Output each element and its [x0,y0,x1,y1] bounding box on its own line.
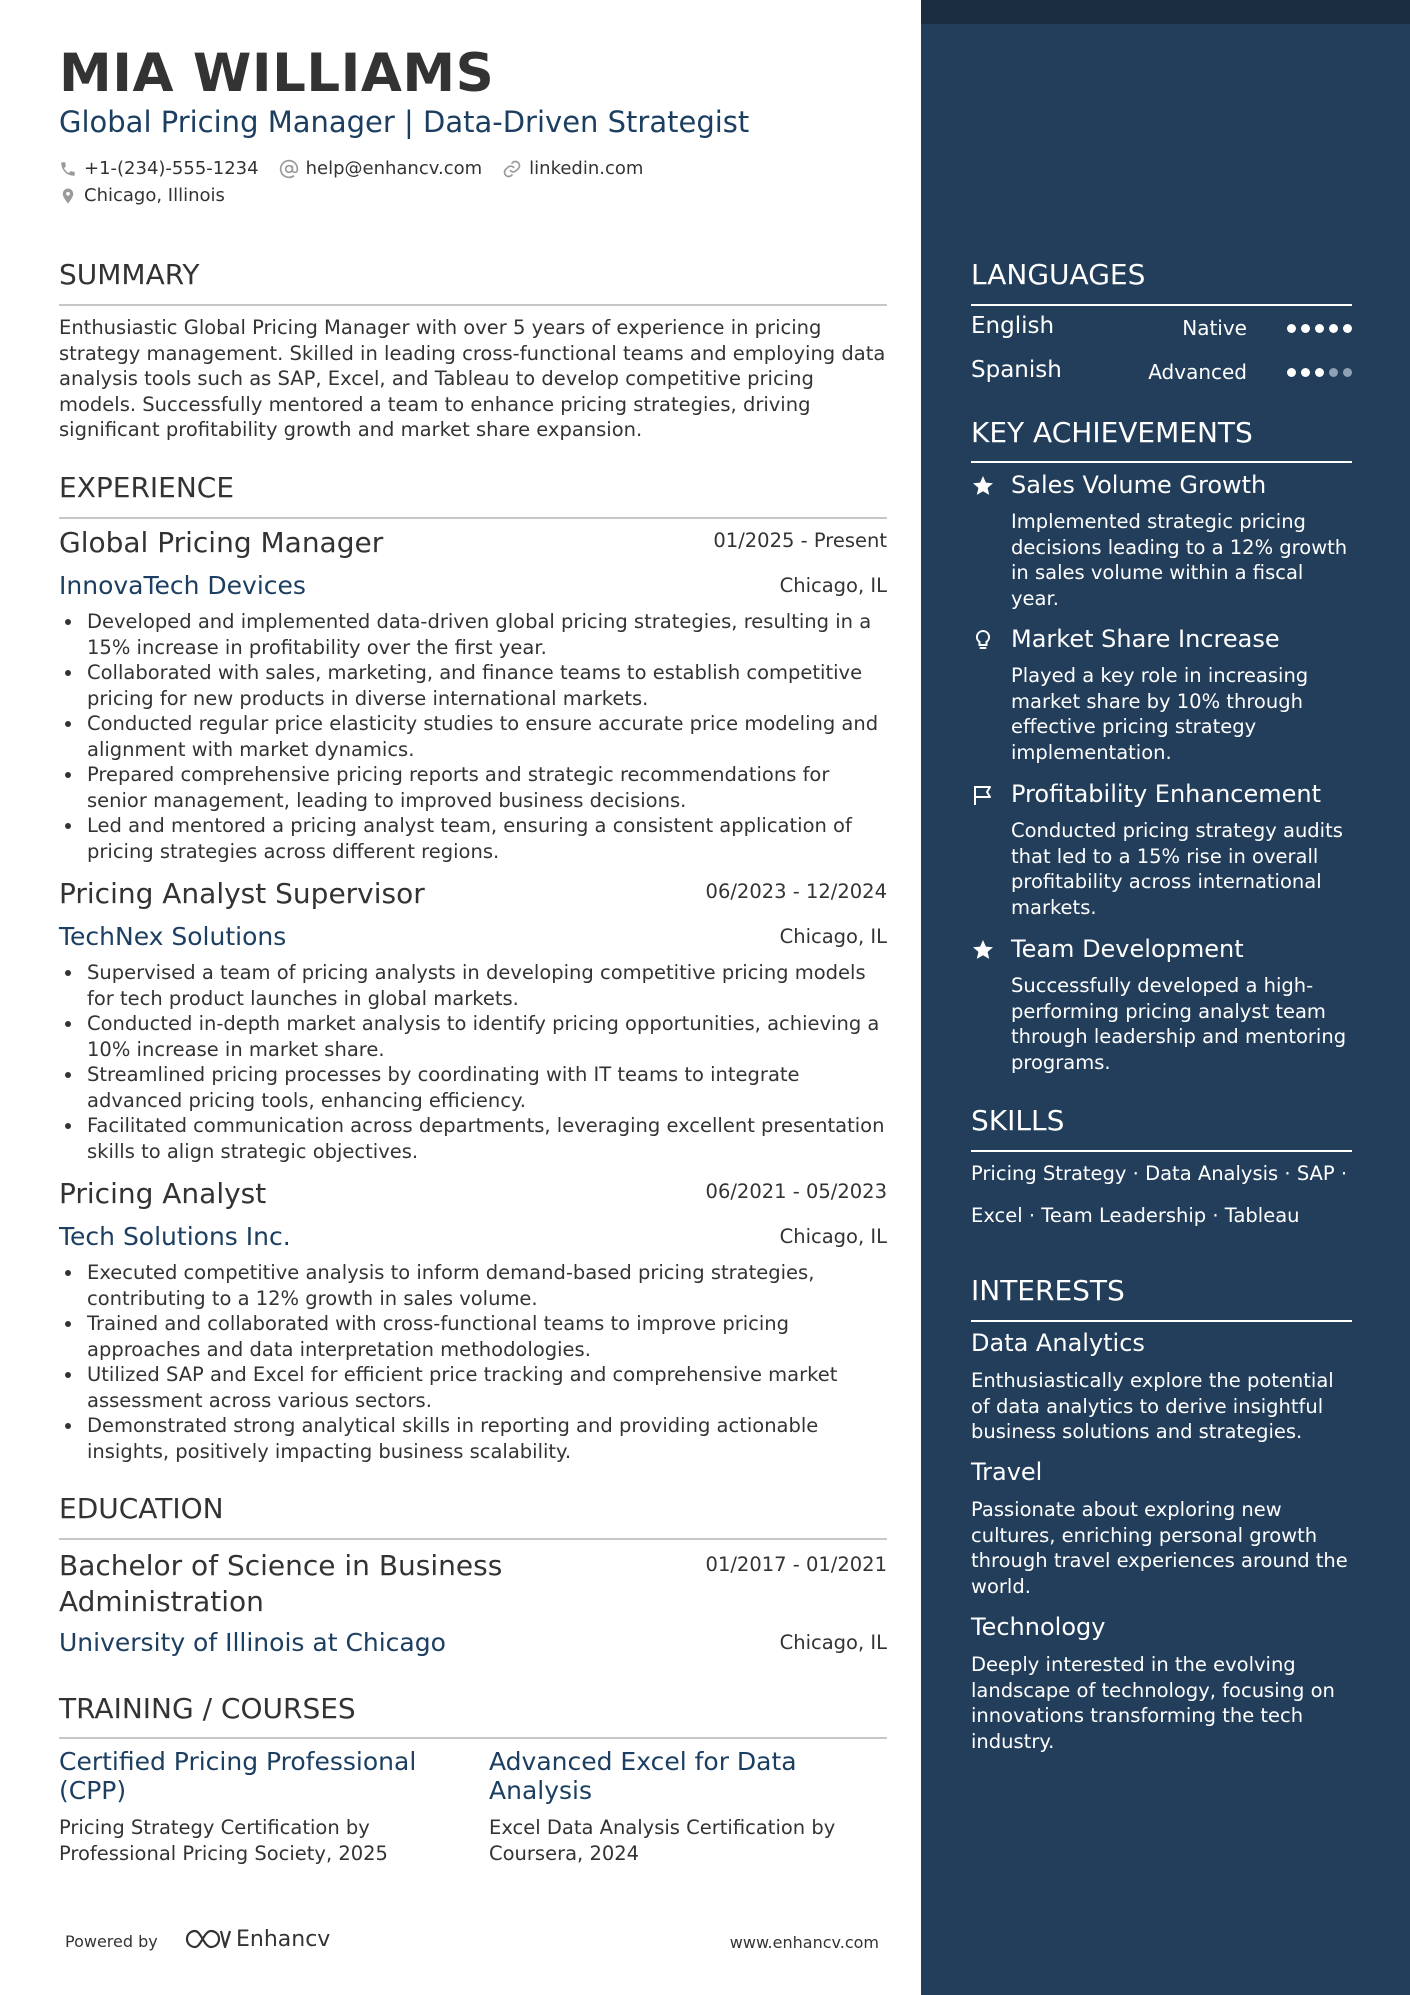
achievement-desc: Implemented strategic pricing decisions leading to a 12% growth in sales volume within a fiscal year. [1011,510,1348,610]
proficiency-dot-filled [1301,368,1310,377]
job-location: Chicago, IL [779,1225,887,1248]
location-text: Chicago, Illinois [84,185,225,206]
contact-email[interactable] [279,158,483,179]
training-divider [59,1737,887,1739]
job-company: TechNex Solutions [59,922,287,951]
job-bullets [59,1260,887,1464]
language-dots [1287,368,1352,377]
job-title: Global Pricing Manager [59,526,384,559]
achievement-desc: Played a key role in increasing market share by 10% through effective pricing strategy implementation. [1011,664,1309,764]
skill-separator: · [1334,1162,1348,1185]
education-school: University of Illinois at Chicago [59,1628,446,1657]
sidebar [921,0,1410,1995]
job-company: InnovaTech Devices [59,571,306,600]
job-bullet: Conducted regular price elasticity studies to ensure accurate price modeling and alignment with market dynamics. [87,711,887,762]
star-icon [971,938,995,962]
proficiency-dot-filled [1287,368,1296,377]
lightbulb-icon [971,628,995,652]
course-name: Advanced Excel for Data Analysis [489,1747,797,1805]
location-pin-icon [59,186,77,206]
interest-title: Travel [971,1458,1043,1486]
education-degree: Bachelor of Science in Business Administration [59,1549,503,1618]
language-name: English [971,313,1055,339]
training-heading: TRAINING / COURSES [59,1692,356,1725]
link-icon [502,159,522,179]
job-bullet: Utilized SAP and Excel for efficient price tracking and comprehensive market assessment across various sectors. [87,1362,887,1413]
interests-divider [971,1320,1352,1322]
education-heading: EDUCATION [59,1492,224,1525]
summary-divider [59,304,887,306]
experience-heading: EXPERIENCE [59,471,235,504]
achievement-desc: Successfully developed a high-performing pricing analyst team through leadership and mentoring programs. [1011,974,1347,1074]
job-bullets [59,609,887,864]
contact-linkedin[interactable] [502,158,643,179]
interest-title: Technology [971,1613,1106,1641]
experience-divider [59,517,887,519]
proficiency-dot-empty [1329,368,1338,377]
sidebar-topbar [921,0,1410,24]
linkedin-text: linkedin.com [529,158,644,179]
candidate-name: MIA WILLIAMS [59,43,495,104]
job-title: Pricing Analyst Supervisor [59,877,425,910]
job-bullet: Conducted in-depth market analysis to identify pricing opportunities, achieving a 10% increase in market share. [87,1011,887,1062]
email-text: help@enhancv.com [305,158,483,179]
proficiency-dot-filled [1343,324,1352,333]
skill-separator: · [1126,1162,1146,1185]
language-dots [1287,324,1352,333]
job-bullet: Trained and collaborated with cross-functional teams to improve pricing approaches and data interpretation methodologies. [87,1311,887,1362]
skill-item: Tableau [1224,1204,1300,1227]
skill-separator: · [1206,1204,1225,1227]
phone-icon [59,160,77,178]
contact-location [59,185,225,206]
proficiency-dot-filled [1315,368,1324,377]
skill-item: Excel [971,1204,1023,1227]
achievement-title: Market Share Increase [1011,625,1280,653]
achievement-desc: Conducted pricing strategy audits that led to a 15% rise in overall profitability across international markets. [1011,819,1343,919]
proficiency-dot-filled [1287,324,1296,333]
course-item [489,1747,889,1867]
job-bullet: Prepared comprehensive pricing reports and strategic recommendations for senior management, leading to improved business decisions. [87,762,887,813]
interest-title: Data Analytics [971,1329,1145,1357]
job-dates: 06/2023 - 12/2024 [705,880,887,903]
skills-heading: SKILLS [971,1104,1065,1137]
achievement-title: Sales Volume Growth [1011,471,1267,499]
achievement-title: Team Development [1011,935,1244,963]
education-divider [59,1538,887,1540]
education-dates: 01/2017 - 01/2021 [705,1553,887,1576]
job-bullet: Executed competitive analysis to inform demand-based pricing strategies, contributing to a 12% growth in sales volume. [87,1260,887,1311]
job-company: Tech Solutions Inc. [59,1222,291,1251]
interest-desc: Enthusiastically explore the potential of data analytics to derive insightful business solutions and strategies. [971,1369,1334,1443]
skill-separator: · [1278,1162,1297,1185]
footer-brand[interactable] [184,1926,330,1952]
education-location: Chicago, IL [779,1631,887,1654]
skills-divider [971,1150,1352,1152]
interests-heading: INTERESTS [971,1274,1125,1307]
skills-list [971,1153,1352,1237]
course-item [59,1747,459,1867]
interest-desc: Deeply interested in the evolving landscape of technology, focusing on innovations transforming the tech industry. [971,1653,1335,1753]
contact-phone[interactable] [59,158,259,179]
languages-divider [971,304,1352,306]
job-bullet: Supervised a team of pricing analysts in developing competitive pricing models for tech product launches in global markets. [87,960,887,1011]
enhancv-logo-icon [184,1926,232,1952]
achievement-title: Profitability Enhancement [1011,780,1322,808]
skill-item: SAP [1296,1162,1335,1185]
course-desc: Excel Data Analysis Certification by Coursera, 2024 [489,1816,836,1865]
summary-text: Enthusiastic Global Pricing Manager with over 5 years of experience in pricing strategy management. Skilled in leading cross-functional teams and employing data analysis tools such as SAP, Excel, and Tableau to develop competitive pricing models. Successfully mentored a team to enhance pricing strategies, driving significant profitability growth and market share expansion. [59,316,886,441]
job-bullet: Streamlined pricing processes by coordinating with IT teams to integrate advanced pricing tools, enhancing efficiency. [87,1062,887,1113]
interest-desc: Passionate about exploring new cultures, enriching personal growth through travel experiences around the world. [971,1498,1348,1598]
candidate-title: Global Pricing Manager | Data-Driven Strategist [59,105,750,139]
achievements-heading: KEY ACHIEVEMENTS [971,416,1253,449]
language-name: Spanish [971,357,1062,383]
language-level: Native [1182,316,1247,340]
course-desc: Pricing Strategy Certification by Professional Pricing Society, 2025 [59,1816,388,1865]
job-dates: 06/2021 - 05/2023 [705,1180,887,1203]
skill-item: Data Analysis [1145,1162,1279,1185]
job-bullet: Collaborated with sales, marketing, and finance teams to establish competitive pricing for new products in diverse international markets. [87,660,887,711]
proficiency-dot-empty [1343,368,1352,377]
summary-heading: SUMMARY [59,258,200,291]
job-dates: 01/2025 - Present [713,529,887,552]
job-location: Chicago, IL [779,925,887,948]
achievements-divider [971,461,1352,463]
job-bullet: Led and mentored a pricing analyst team, ensuring a consistent application of pricing strategies across different regions. [87,813,887,864]
language-level: Advanced [1148,360,1247,384]
footer-url[interactable]: www.enhancv.com [729,1933,879,1952]
proficiency-dot-filled [1301,324,1310,333]
proficiency-dot-filled [1315,324,1324,333]
job-bullet: Demonstrated strong analytical skills in reporting and providing actionable insights, positively impacting business scalability. [87,1413,887,1464]
footer-powered-by: Powered by [65,1932,158,1951]
phone-text: +1-(234)-555-1234 [84,158,259,179]
job-bullet: Facilitated communication across departments, leveraging excellent presentation skills to align strategic objectives. [87,1113,887,1164]
proficiency-dot-filled [1329,324,1338,333]
job-bullet: Developed and implemented data-driven global pricing strategies, resulting in a 15% increase in profitability over the first year. [87,609,887,660]
job-location: Chicago, IL [779,574,887,597]
skill-separator: · [1022,1204,1042,1227]
course-name: Certified Pricing Professional (CPP) [59,1747,417,1805]
star-icon [971,474,995,498]
flag-icon [971,783,995,807]
contact-row [59,158,663,179]
at-icon [279,159,299,179]
skill-item: Pricing Strategy [971,1162,1127,1185]
enhancv-brand-text: Enhancv [236,1926,331,1952]
skill-item: Team Leadership [1041,1204,1207,1227]
job-bullets [59,960,887,1164]
languages-heading: LANGUAGES [971,258,1146,291]
job-title: Pricing Analyst [59,1177,267,1210]
